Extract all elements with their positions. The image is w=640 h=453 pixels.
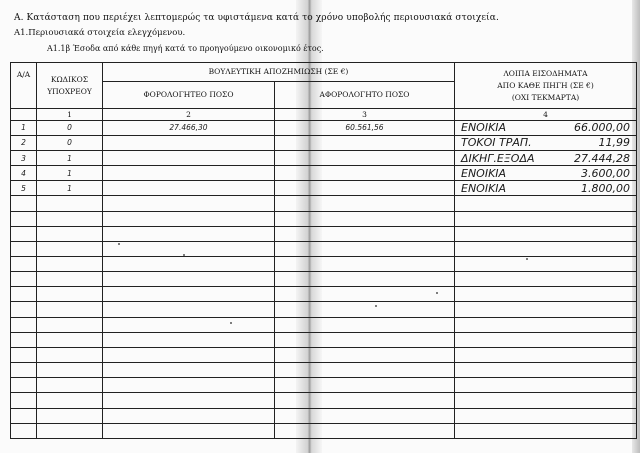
cell-aa: [11, 226, 37, 241]
table-row: [11, 287, 637, 302]
cell-other-income: [455, 363, 637, 378]
cell-other-income: [455, 332, 637, 347]
scan-speck: [436, 292, 438, 294]
cell-nontaxable: [275, 378, 455, 393]
cell-other-income: [455, 120, 637, 135]
cell-aa: [11, 257, 37, 272]
cell-aa: [11, 211, 37, 226]
cell-code: 0: [37, 135, 103, 150]
cell-aa: [11, 347, 37, 362]
cell-other-income: [455, 166, 637, 181]
cell-other-income: [455, 287, 637, 302]
cell-aa: [11, 272, 37, 287]
table-row: [11, 317, 637, 332]
cell-taxable: [103, 135, 275, 150]
income-entry: [455, 182, 636, 195]
cell-code: [37, 347, 103, 362]
table-row: [11, 332, 637, 347]
header-aa: Α/Α: [11, 63, 37, 109]
cell-nontaxable: [275, 135, 455, 150]
cell-aa: [11, 378, 37, 393]
cell-taxable: [103, 241, 275, 256]
income-source: ΤΟΚΟΙ ΤΡΑΠ.: [461, 136, 532, 150]
cell-taxable: [103, 272, 275, 287]
cell-taxable: [103, 393, 275, 408]
cell-taxable: [103, 196, 275, 211]
scan-speck: [526, 258, 528, 260]
header-code: ΚΩΔΙΚΟΣ ΥΠΟΧΡΕΟΥ: [37, 63, 103, 109]
cell-aa: [11, 408, 37, 423]
table-header-row-1: [11, 63, 637, 82]
cell-code: [37, 408, 103, 423]
cell-taxable: [103, 257, 275, 272]
income-source: ΕΝΟΙΚΙΑ: [461, 121, 507, 135]
table-row: [11, 150, 637, 165]
header-nontaxable: ΑΦΟΡΟΛΟΓΗΤΟ ΠΟΣΟ: [275, 82, 455, 109]
column-number-row: [11, 109, 637, 120]
table-row: [11, 347, 637, 362]
cell-nontaxable: [275, 302, 455, 317]
cell-other-income: [455, 408, 637, 423]
cell-nontaxable: [275, 423, 455, 438]
cell-code: [37, 393, 103, 408]
income-amount: 66.000,00: [574, 121, 630, 135]
cell-nontaxable: [275, 287, 455, 302]
cell-nontaxable: [275, 166, 455, 181]
cell-code: [37, 241, 103, 256]
cell-other-income: [455, 135, 637, 150]
cell-other-income: [455, 211, 637, 226]
cell-aa: [11, 196, 37, 211]
cell-nontaxable: [275, 181, 455, 196]
cell-code: [37, 317, 103, 332]
cell-other-income: [455, 423, 637, 438]
income-table: [10, 62, 637, 439]
num-cell-4: 4: [455, 109, 637, 120]
table-row: [11, 135, 637, 150]
cell-taxable: [103, 378, 275, 393]
cell-other-income: [455, 302, 637, 317]
num-cell-2: 2: [103, 109, 275, 120]
cell-other-income: [455, 317, 637, 332]
cell-aa: [11, 363, 37, 378]
cell-taxable: [103, 211, 275, 226]
cell-code: [37, 302, 103, 317]
cell-other-income: [455, 272, 637, 287]
cell-aa: [11, 241, 37, 256]
table-row: [11, 166, 637, 181]
income-source: ΔΙΚΗΓ.ΕΞΟΔΑ: [461, 151, 535, 165]
cell-taxable: [103, 408, 275, 423]
heading-a1: Α1.Περιουσιακά στοιχεία ελεγχόμενου.: [14, 28, 186, 38]
cell-aa: 2: [11, 135, 37, 150]
num-cell-1: 1: [37, 109, 103, 120]
table-row: [11, 241, 637, 256]
header-other-income: ΛΟΙΠΑ ΕΙΣΟΔΗΜΑΤΑ ΑΠΟ ΚΑΘΕ ΠΗΓΗ (ΣΕ €) (ΟΧΙ ΤΕΚΜΑΡΤΑ): [455, 63, 637, 109]
cell-aa: [11, 423, 37, 438]
cell-code: [37, 272, 103, 287]
num-cell-3: 3: [275, 109, 455, 120]
income-amount: 11,99: [598, 136, 630, 150]
income-source: ΕΝΟΙΚΙΑ: [461, 166, 507, 180]
table-row: [11, 120, 637, 135]
cell-taxable: [103, 363, 275, 378]
cell-aa: 4: [11, 166, 37, 181]
cell-code: [37, 332, 103, 347]
table-row: [11, 378, 637, 393]
table-row: [11, 196, 637, 211]
cell-aa: [11, 317, 37, 332]
cell-code: [37, 226, 103, 241]
table-row: [11, 393, 637, 408]
cell-taxable: [103, 423, 275, 438]
income-entry: [455, 167, 636, 180]
cell-other-income: [455, 226, 637, 241]
cell-nontaxable: [275, 317, 455, 332]
cell-aa: [11, 393, 37, 408]
table-row: [11, 257, 637, 272]
cell-nontaxable: [275, 408, 455, 423]
cell-aa: [11, 332, 37, 347]
cell-nontaxable: [275, 347, 455, 362]
header-compensation: ΒΟΥΛΕΥΤΙΚΗ ΑΠΟΖΗΜΙΩΣΗ (ΣΕ €): [103, 63, 455, 82]
cell-other-income: [455, 241, 637, 256]
cell-taxable: [103, 150, 275, 165]
cell-nontaxable: [275, 196, 455, 211]
table-row: [11, 363, 637, 378]
table-row: [11, 423, 637, 438]
cell-code: 1: [37, 181, 103, 196]
cell-other-income: [455, 150, 637, 165]
scan-speck: [375, 305, 377, 307]
scan-speck: [118, 243, 120, 245]
table-row: [11, 302, 637, 317]
income-source: ΕΝΟΙΚΙΑ: [461, 181, 507, 195]
cell-other-income: [455, 393, 637, 408]
cell-other-income: [455, 196, 637, 211]
income-entry: [455, 152, 636, 165]
cell-code: [37, 378, 103, 393]
num-cell-blank: [11, 109, 37, 120]
cell-nontaxable: 60.561,56: [275, 120, 455, 135]
cell-taxable: [103, 181, 275, 196]
table-row: [11, 211, 637, 226]
cell-aa: 3: [11, 150, 37, 165]
cell-code: [37, 211, 103, 226]
table-row: [11, 226, 637, 241]
heading-a11b: Α1.1β Έσοδα από κάθε πηγή κατά το προηγούμενο οικονομικό έτος.: [47, 44, 324, 53]
cell-nontaxable: [275, 332, 455, 347]
heading-a: Α. Κατάσταση που περιέχει λεπτομερώς τα υφιστάμενα κατά το χρόνο υποβολής περιουσιακά στοιχεία.: [14, 13, 499, 23]
cell-nontaxable: [275, 211, 455, 226]
cell-code: [37, 287, 103, 302]
cell-nontaxable: [275, 272, 455, 287]
cell-taxable: [103, 287, 275, 302]
cell-other-income: [455, 257, 637, 272]
cell-code: [37, 363, 103, 378]
cell-aa: 1: [11, 120, 37, 135]
cell-nontaxable: [275, 393, 455, 408]
scan-speck: [230, 322, 232, 324]
cell-taxable: [103, 226, 275, 241]
income-amount: 1.800,00: [581, 181, 630, 195]
cell-taxable: [103, 317, 275, 332]
cell-code: [37, 257, 103, 272]
cell-aa: [11, 302, 37, 317]
header-taxable: ΦΟΡΟΛΟΓΗΤΕΟ ΠΟΣΟ: [103, 82, 275, 109]
cell-code: [37, 196, 103, 211]
cell-taxable: [103, 347, 275, 362]
cell-aa: [11, 287, 37, 302]
cell-nontaxable: [275, 226, 455, 241]
cell-code: 0: [37, 120, 103, 135]
income-amount: 27.444,28: [574, 151, 630, 165]
cell-nontaxable: [275, 241, 455, 256]
cell-code: 1: [37, 166, 103, 181]
cell-nontaxable: [275, 363, 455, 378]
cell-taxable: [103, 332, 275, 347]
cell-other-income: [455, 378, 637, 393]
table-row: [11, 408, 637, 423]
cell-taxable: [103, 302, 275, 317]
cell-taxable: [103, 166, 275, 181]
scan-speck: [183, 254, 185, 256]
cell-nontaxable: [275, 257, 455, 272]
table-body: [11, 120, 637, 438]
cell-other-income: [455, 347, 637, 362]
table-row: [11, 272, 637, 287]
income-amount: 3.600,00: [581, 166, 630, 180]
cell-other-income: [455, 181, 637, 196]
table-row: [11, 181, 637, 196]
income-entry: [455, 121, 636, 134]
cell-code: [37, 423, 103, 438]
cell-aa: 5: [11, 181, 37, 196]
income-entry: [455, 136, 636, 149]
cell-code: 1: [37, 150, 103, 165]
cell-taxable: 27.466,30: [103, 120, 275, 135]
cell-nontaxable: [275, 150, 455, 165]
